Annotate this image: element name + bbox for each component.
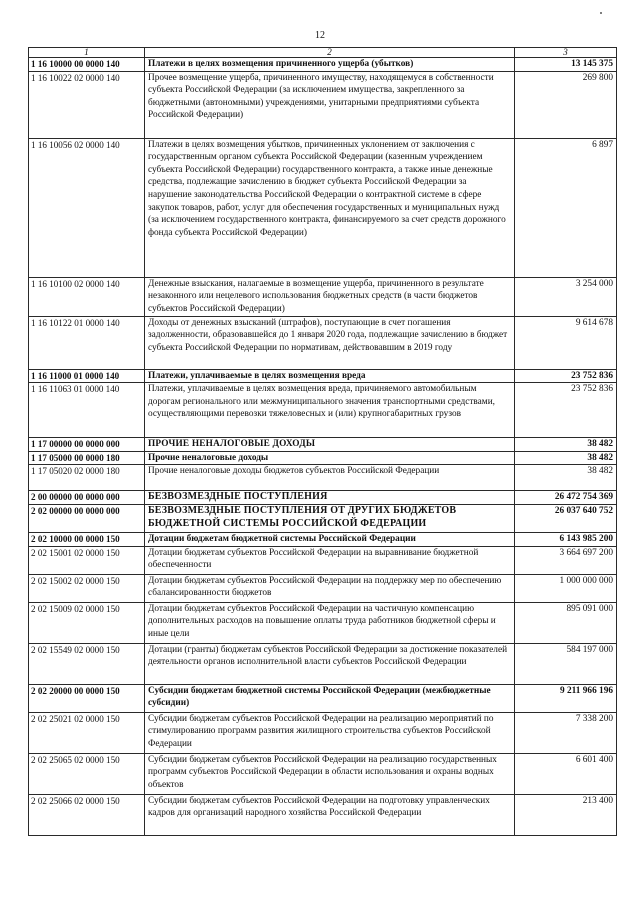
revenue-name: БЕЗВОЗМЕЗДНЫЕ ПОСТУПЛЕНИЯ xyxy=(145,491,515,505)
budget-code: 2 00 00000 00 0000 000 xyxy=(29,491,145,505)
amount: 38 482 xyxy=(515,465,617,491)
revenue-name: Доходы от денежных взысканий (штрафов), поступающие в счет погашения задолженности, образовавшейся до 1 января 2020 года, подлежащие зачислению в бюджет субъекта Российской Федерации по нормативам, действовавшим в 2019 году xyxy=(145,316,515,369)
revenue-name: Платежи в целях возмещения убытков, причиненных уклонением от заключения с государственным органом субъекта Российской Федерации (казенным учреждением субъекта Российской Федерации) государственного контракта, а также иные денежные средства, подлежащие зачислению в бюджет субъекта Российской Федерации за нарушение законодательства Российской Федерации о контрактной системе в сфере закупок товаров, работ, услуг для обеспечения государственных и муниципальных нужд (за исключением государственного контракта, финансируемого за счет средств дорожного фонда субъекта Российской Федерации) xyxy=(145,138,515,277)
revenue-name: Дотации бюджетам бюджетной системы Российской Федерации xyxy=(145,532,515,546)
budget-code: 1 16 11000 01 0000 140 xyxy=(29,369,145,383)
budget-code: 1 16 10100 02 0000 140 xyxy=(29,277,145,316)
table-row xyxy=(29,712,617,753)
table-row xyxy=(29,574,617,602)
revenue-name: Платежи, уплачиваемые в целях возмещения вреда xyxy=(145,369,515,383)
amount: 38 482 xyxy=(515,438,617,452)
budget-code: 1 16 10122 01 0000 140 xyxy=(29,316,145,369)
revenue-name: Платежи в целях возмещения причиненного ущерба (убытков) xyxy=(145,58,515,72)
budget-code: 2 02 25065 02 0000 150 xyxy=(29,753,145,794)
revenue-name: БЕЗВОЗМЕЗДНЫЕ ПОСТУПЛЕНИЯ ОТ ДРУГИХ БЮДЖЕТОВ БЮДЖЕТНОЙ СИСТЕМЫ РОССИЙСКОЙ ФЕДЕРАЦИИ xyxy=(145,504,515,532)
table-row xyxy=(29,753,617,794)
column-number-name: 2 xyxy=(145,48,515,58)
amount: 3 254 000 xyxy=(515,277,617,316)
scan-speck xyxy=(600,12,602,14)
table-row xyxy=(29,369,617,383)
revenue-name: Субсидии бюджетам субъектов Российской Федерации на реализацию государственных программ субъектов Российской Федерации в области использования и охраны водных объектов xyxy=(145,753,515,794)
table-row xyxy=(29,383,617,438)
budget-code: 2 02 20000 00 0000 150 xyxy=(29,684,145,712)
budget-code: 2 02 00000 00 0000 000 xyxy=(29,504,145,532)
budget-code: 2 02 25021 02 0000 150 xyxy=(29,712,145,753)
amount: 13 145 375 xyxy=(515,58,617,72)
amount: 38 482 xyxy=(515,451,617,465)
column-number-amount: 3 xyxy=(515,48,617,58)
amount: 9 211 966 196 xyxy=(515,684,617,712)
budget-code: 2 02 10000 00 0000 150 xyxy=(29,532,145,546)
table-row xyxy=(29,491,617,505)
table-row xyxy=(29,684,617,712)
table-row xyxy=(29,316,617,369)
amount: 6 601 400 xyxy=(515,753,617,794)
revenue-table xyxy=(28,47,617,836)
budget-code: 2 02 15001 02 0000 150 xyxy=(29,546,145,574)
column-number-row xyxy=(29,48,617,58)
amount: 23 752 836 xyxy=(515,369,617,383)
amount: 23 752 836 xyxy=(515,383,617,438)
budget-code: 1 17 05000 00 0000 180 xyxy=(29,451,145,465)
budget-code: 2 02 15002 02 0000 150 xyxy=(29,574,145,602)
revenue-name: Дотации бюджетам субъектов Российской Федерации на частичную компенсацию дополнительных расходов на повышение оплаты труда работников бюджетной сферы и иные цели xyxy=(145,602,515,643)
revenue-name: Прочее возмещение ущерба, причиненного имуществу, находящемуся в собственности субъекта Российской Федерации (за исключением имущества, закрепленного за бюджетными (автономными) учреждениями, унитарными предприятиями субъекта Российской Федерации) xyxy=(145,71,515,138)
amount: 213 400 xyxy=(515,794,617,835)
revenue-name: Прочие неналоговые доходы бюджетов субъектов Российской Федерации xyxy=(145,465,515,491)
budget-code: 1 16 11063 01 0000 140 xyxy=(29,383,145,438)
budget-code: 2 02 25066 02 0000 150 xyxy=(29,794,145,835)
table-row xyxy=(29,438,617,452)
page-number: 12 xyxy=(315,30,325,41)
table-row xyxy=(29,794,617,835)
revenue-name: Субсидии бюджетам субъектов Российской Федерации на подготовку управленческих кадров для организаций народного хозяйства Российской Федерации xyxy=(145,794,515,835)
amount: 26 037 640 752 xyxy=(515,504,617,532)
budget-code: 2 02 15549 02 0000 150 xyxy=(29,643,145,684)
table-row xyxy=(29,602,617,643)
revenue-name: Дотации бюджетам субъектов Российской Федерации на поддержку мер по обеспечению сбалансированности бюджетов xyxy=(145,574,515,602)
budget-code: 1 16 10022 02 0000 140 xyxy=(29,71,145,138)
column-number-code: 1 xyxy=(29,48,145,58)
amount: 1 000 000 000 xyxy=(515,574,617,602)
revenue-name: ПРОЧИЕ НЕНАЛОГОВЫЕ ДОХОДЫ xyxy=(145,438,515,452)
budget-code: 1 16 10056 02 0000 140 xyxy=(29,138,145,277)
amount: 584 197 000 xyxy=(515,643,617,684)
revenue-name: Субсидии бюджетам субъектов Российской Федерации на реализацию мероприятий по стимулированию программ развития жилищного строительства субъектов Российской Федерации xyxy=(145,712,515,753)
budget-code: 2 02 15009 02 0000 150 xyxy=(29,602,145,643)
revenue-name: Дотации бюджетам субъектов Российской Федерации на выравнивание бюджетной обеспеченности xyxy=(145,546,515,574)
budget-code: 1 17 05020 02 0000 180 xyxy=(29,465,145,491)
amount: 3 664 697 200 xyxy=(515,546,617,574)
revenue-name: Платежи, уплачиваемые в целях возмещения вреда, причиняемого автомобильным дорогам регионального или межмуниципального значения транспортными средствами, осуществляющими перевозки тяжеловесных и (или) крупногабаритных грузов xyxy=(145,383,515,438)
table-row xyxy=(29,277,617,316)
table-row xyxy=(29,465,617,491)
amount: 6 897 xyxy=(515,138,617,277)
revenue-name: Дотации (гранты) бюджетам субъектов Российской Федерации за достижение показателей деятельности органов исполнительной власти субъектов Российской Федерации xyxy=(145,643,515,684)
amount: 9 614 678 xyxy=(515,316,617,369)
amount: 269 800 xyxy=(515,71,617,138)
budget-code: 1 16 10000 00 0000 140 xyxy=(29,58,145,72)
revenue-name: Денежные взыскания, налагаемые в возмещение ущерба, причиненного в результате незаконного или нецелевого использования бюджетных средств (в части бюджетов субъектов Российской Федерации) xyxy=(145,277,515,316)
table-row xyxy=(29,504,617,532)
revenue-name: Субсидии бюджетам бюджетной системы Российской Федерации (межбюджетные субсидии) xyxy=(145,684,515,712)
table-row xyxy=(29,546,617,574)
amount: 6 143 985 200 xyxy=(515,532,617,546)
table-row xyxy=(29,58,617,72)
amount: 895 091 000 xyxy=(515,602,617,643)
table-row xyxy=(29,451,617,465)
table-row xyxy=(29,643,617,684)
revenue-name: Прочие неналоговые доходы xyxy=(145,451,515,465)
amount: 7 338 200 xyxy=(515,712,617,753)
amount: 26 472 754 369 xyxy=(515,491,617,505)
budget-code: 1 17 00000 00 0000 000 xyxy=(29,438,145,452)
table-row xyxy=(29,71,617,138)
table-row xyxy=(29,532,617,546)
table-row xyxy=(29,138,617,277)
